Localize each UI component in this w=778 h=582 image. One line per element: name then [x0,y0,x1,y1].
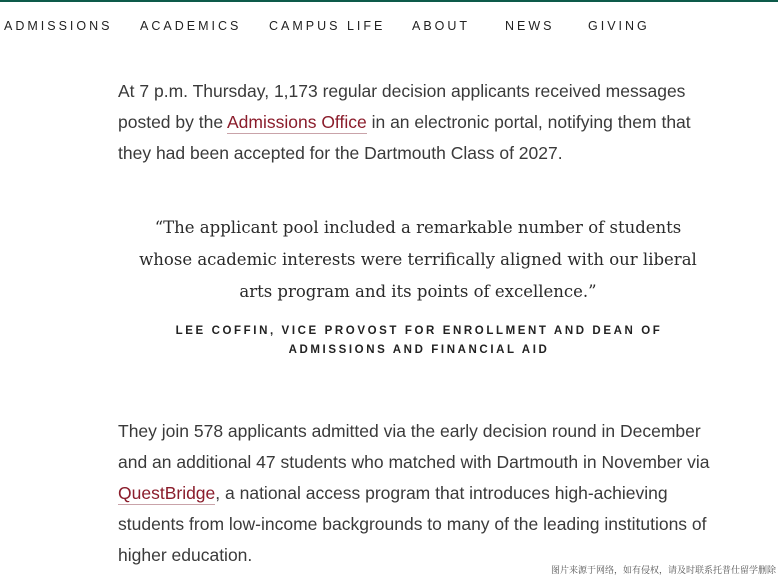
nav-item-news[interactable]: NEWS [505,19,555,33]
paragraph-text: At 7 p.m. Thursday, 1,173 regular decision applicants received messages posted by the [118,81,686,132]
pull-quote [118,212,718,308]
nav-item-giving[interactable]: GIVING [588,19,650,33]
quote-attribution: LEE COFFIN, VICE PROVOST FOR ENROLLMENT AND DEAN OF ADMISSIONS AND FINANCIAL AID [175,325,663,356]
article-paragraph-2 [118,416,728,571]
paragraph-text: They join 578 applicants admitted via the early decision round in December and an additional 47 students who matched with Dartmouth in November via [118,421,710,472]
article-paragraph-1 [118,76,728,169]
paragraph-text: , a national access program that introduces high-achieving students from low-income backgrounds to many of the leading institutions of higher education. [118,483,707,565]
quote-line: arts program and its points of excellence.” [239,282,597,301]
main-navigation [0,19,778,37]
paragraph-text: in an electronic portal, notifying them that they had been accepted for the Dartmouth Class of 2027. [118,112,691,163]
questbridge-link[interactable]: QuestBridge [118,483,216,503]
header-top-border [0,0,778,2]
nav-item-academics[interactable]: ACADEMICS [140,19,242,33]
admissions-office-link[interactable]: Admissions Office [226,112,367,132]
image-source-watermark: 图片来源于网络，如有侵权，请及时联系托普仕留学删除 [550,566,776,576]
nav-item-admissions[interactable]: ADMISSIONS [4,19,113,33]
nav-item-about[interactable]: ABOUT [412,19,471,33]
quote-line: whose academic interests were terrifically aligned with our liberal [139,250,697,269]
quote-line: “The applicant pool included a remarkable number of students [154,218,682,237]
nav-item-campus-life[interactable]: CAMPUS LIFE [269,19,386,33]
